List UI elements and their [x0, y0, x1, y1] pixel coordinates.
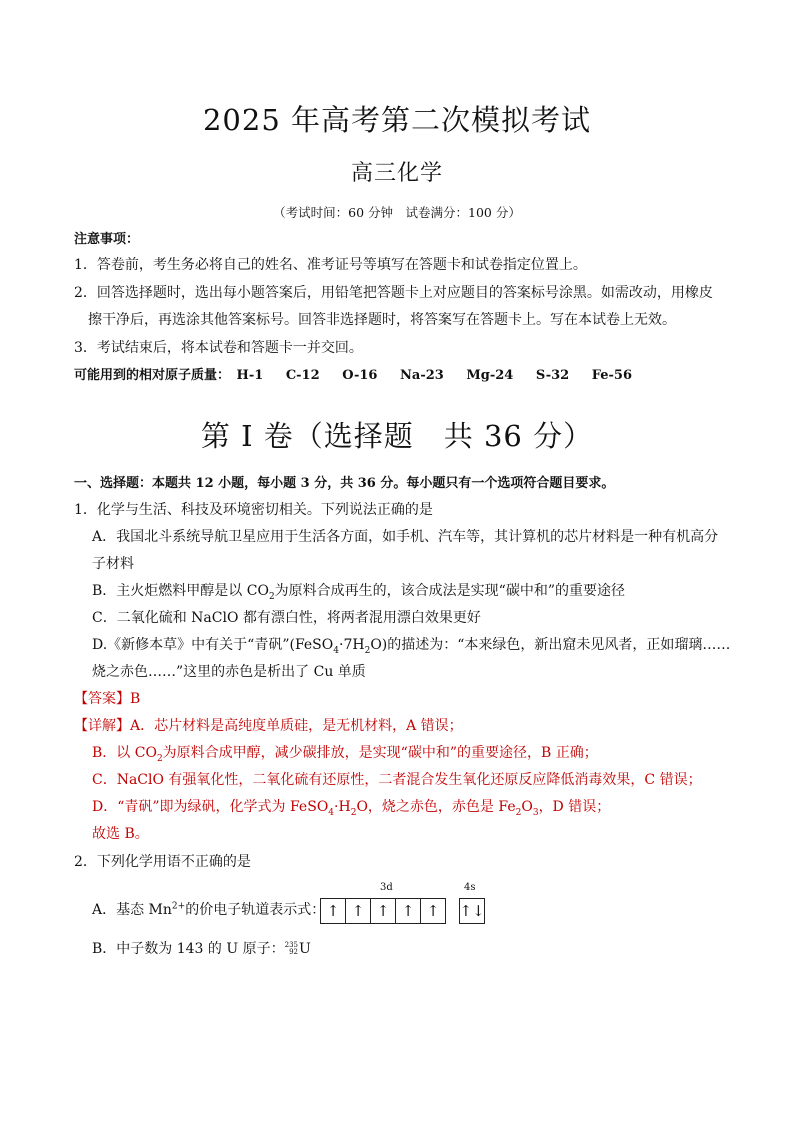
detail-text: O	[521, 799, 533, 815]
atomic-mass-value: Na-23	[400, 368, 444, 383]
q2-option-b-text: B．中子数为 143 的 U 原子：	[92, 941, 285, 957]
q1-answer	[74, 688, 140, 708]
subscript: 3	[532, 807, 539, 818]
q1-detail-d	[92, 796, 610, 818]
notes-heading: 注意事项：	[74, 232, 140, 247]
detail-text: A．芯片材料是高纯度单质硅，是无机材料，A 错误；	[130, 718, 463, 734]
note-item: 3．考试结束后，将本试卷和答题卡一并交回。	[74, 340, 363, 356]
orbital-3d-label: 3d	[380, 882, 393, 893]
subscript: 2	[364, 645, 371, 656]
detail-text: 为原料合成甲醇，减少碳排放，是实现“碳中和”的重要途径，B 正确；	[162, 745, 598, 761]
detail-text: ·H	[334, 799, 351, 815]
q1-option-b	[92, 580, 625, 602]
q1-option-d-text: D.《新修本草》中有关于“青矾”(FeSO	[92, 637, 334, 653]
q1-option-a-cont: 子材料	[92, 556, 134, 572]
atomic-mass-value: Fe-56	[591, 368, 633, 383]
section-intro: 一、选择题：本题共 12 小题，每小题 3 分，共 36 分。每小题只有一个选项符合题目要求。	[74, 476, 615, 491]
q1-detail-a	[74, 715, 463, 735]
q1-conclusion: 故选 B。	[92, 826, 149, 842]
orbital-box: ↑	[345, 898, 371, 924]
note-item: 1．答卷前，考生务必将自己的姓名、准考证号等填写在答题卡和试卷指定位置上。	[74, 257, 587, 273]
note-item: 2．回答选择题时，选出每小题答案后，用铅笔把答题卡上对应题目的答案标号涂黑。如需改动，用橡皮	[74, 285, 713, 301]
q1-option-d-text: ·7H	[339, 637, 365, 653]
detail-text: B．以 CO	[92, 745, 157, 761]
orbital-4s-boxes	[459, 898, 485, 924]
q1-option-d	[92, 634, 730, 656]
detail-text: ，D 错误；	[538, 799, 611, 815]
q2-option-b	[92, 938, 311, 958]
orbital-box: ↑↓	[459, 898, 485, 924]
nuclide-numbers	[285, 942, 298, 956]
mass-number: 235	[284, 941, 298, 949]
q2-option-a-text: A．基态 Mn	[92, 902, 172, 918]
note-item: 擦干净后，再选涂其他答案标号。回答非选择题时，将答案写在答题卡上。写在本试卷上无效。	[74, 312, 676, 328]
question-1-stem: 1．化学与生活、科技及环境密切相关。下列说法正确的是	[74, 502, 433, 518]
exam-title: 2025 年高考第二次模拟考试	[202, 103, 592, 137]
exam-subtitle: 高三化学	[350, 161, 443, 186]
question-2-stem: 2．下列化学用语不正确的是	[74, 854, 251, 870]
detail-tag: 【详解】	[74, 718, 130, 734]
subscript: 2	[268, 591, 275, 602]
detail-text: D．“青矾”即为绿矾，化学式为 FeSO	[92, 799, 329, 815]
q1-option-d-text: O)的描述为：“本来绿色，新出窟未见风者，正如瑠璃……	[370, 637, 731, 653]
orbital-box: ↑	[370, 898, 396, 924]
q2-option-a	[92, 899, 325, 919]
q1-option-b-text: B．主火炬燃料甲醇是以 CO	[92, 583, 269, 599]
atomic-masses	[74, 364, 650, 383]
atomic-number: 92	[289, 948, 298, 956]
atomic-mass-value: S-32	[535, 368, 570, 383]
subscript: 2	[350, 807, 357, 818]
atomic-masses-label: 可能用到的相对原子质量：	[74, 368, 231, 383]
orbital-box: ↑	[420, 898, 446, 924]
q1-option-b-text: 为原料合成再生的，该合成法是实现“碳中和”的重要途径	[274, 583, 625, 599]
subscript: 4	[328, 807, 335, 818]
atomic-mass-value: H-1	[236, 368, 264, 383]
q2-option-a-text: 的价电子轨道表示式：	[185, 902, 326, 918]
subscript: 2	[515, 807, 522, 818]
orbital-3d-boxes	[321, 898, 446, 924]
atomic-mass-value: O-16	[342, 368, 378, 383]
orbital-4s-label: 4s	[464, 882, 476, 893]
q1-option-c: C．二氧化硫和 NaClO 都有漂白性，将两者混用漂白效果更好	[92, 610, 481, 626]
superscript: 2+	[171, 901, 186, 912]
subscript: 2	[156, 753, 163, 764]
q1-option-a: A．我国北斗系统导航卫星应用于生活各方面，如手机、汽车等，其计算机的芯片材料是一种有机高分	[92, 529, 719, 545]
element-symbol: U	[298, 941, 311, 957]
section-title: 第 I 卷（选择题 共 36 分）	[200, 419, 594, 453]
q1-detail-c: C．NaClO 有强氧化性，二氧化硫有还原性，二者混合发生氧化还原反应降低消毒效果，C 错误；	[92, 772, 702, 788]
subscript: 4	[333, 645, 339, 656]
answer-tag: 【答案】	[74, 691, 130, 707]
detail-text: O，烧之赤色，赤色是 Fe	[356, 799, 516, 815]
answer-value: B	[130, 691, 141, 707]
orbital-box: ↑	[320, 898, 346, 924]
atomic-mass-value: Mg-24	[466, 368, 514, 383]
q1-option-d-cont: 烧之赤色……”这里的赤色是析出了 Cu 单质	[92, 664, 366, 680]
atomic-mass-value: C-12	[285, 368, 320, 383]
orbital-box: ↑	[395, 898, 421, 924]
exam-info: （考试时间：60 分钟 试卷满分：100 分）	[273, 205, 521, 220]
q1-detail-b	[92, 742, 598, 764]
